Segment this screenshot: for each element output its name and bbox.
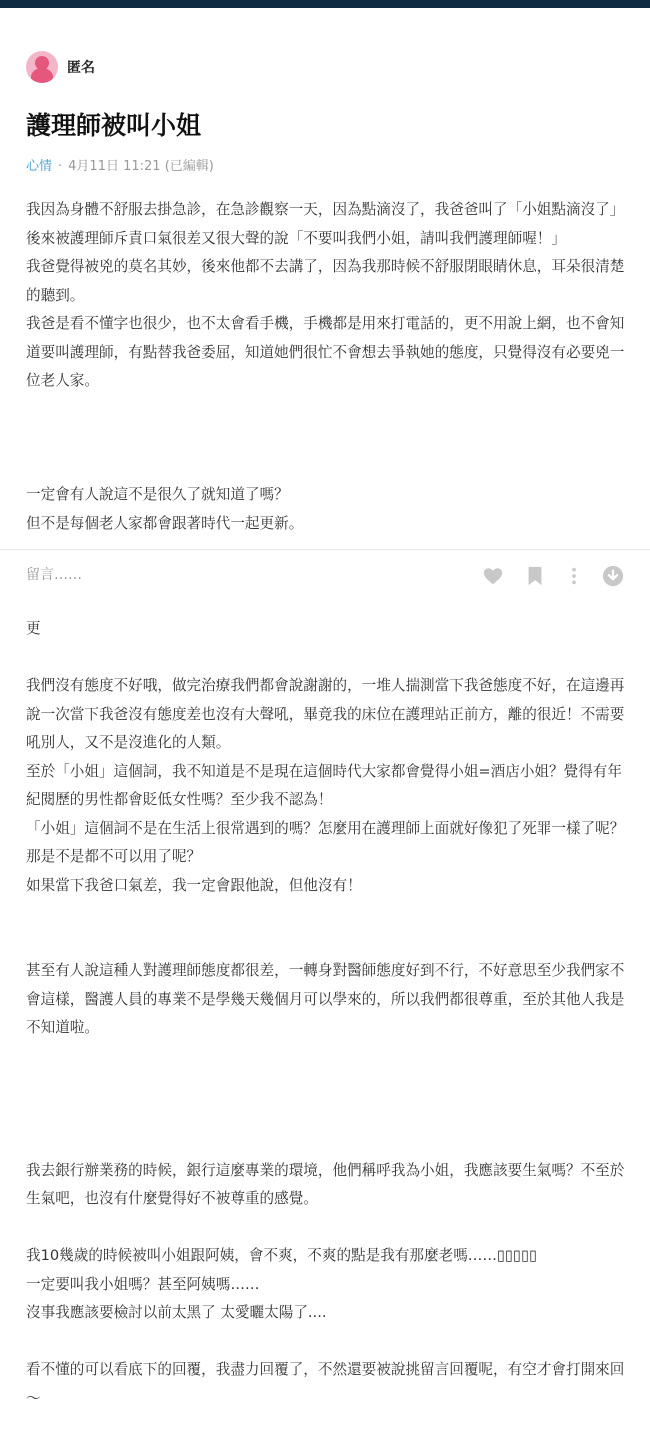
paragraph: 後來被護理師斥責口氣很差又很大聲的說「不要叫我們小姐，請叫我們護理師喔！」 xyxy=(26,229,566,247)
comment-input[interactable]: 留言…… xyxy=(26,567,82,583)
paragraph: 我爸是看不懂字也很少，也不太會看手機，手機都是用來打電話的，更不用說上網，也不會知道要叫護理師，有點替我爸委屈，知道她們很忙不會想去爭執她的態度，只覺得沒有必要兇一位老人家。 xyxy=(26,315,625,389)
board-link[interactable]: 心情 xyxy=(26,159,53,174)
paragraph xyxy=(26,929,636,958)
paragraph xyxy=(26,1328,636,1357)
paragraph: 我因為身體不舒服去掛急診，在急診觀察一天，因為點滴沒了，我爸爸叫了「小姐點滴沒了」 xyxy=(26,201,625,218)
paragraph xyxy=(26,396,636,425)
download-icon[interactable] xyxy=(602,565,624,587)
paragraph: 一定會有人說這不是很久了就知道了嗎？ xyxy=(26,486,289,503)
paragraph: 如果當下我爸口氣差，我一定會跟他說，但他沒有！ xyxy=(26,876,362,894)
paragraph: 至於「小姐」這個詞，我不知道是不是現在這個時代大家都會覺得小姐=酒店小姐？覺得有年紀閱歷的男性都會貶低女性嗎？至少我不認為！ xyxy=(26,762,622,808)
paragraph: 我去銀行辦業務的時候，銀行這麼專業的環境，他們稱呼我為小姐，我應該要生氣嗎？不至於生氣吧，也沒有什麼覺得好不被尊重的感覺。 xyxy=(26,1161,625,1207)
paragraph xyxy=(26,453,636,482)
post-meta xyxy=(26,156,214,178)
paragraph xyxy=(26,1214,636,1243)
paragraph xyxy=(26,424,636,453)
author-info xyxy=(26,51,95,83)
paragraph: 但不是每個老人家都會跟著時代一起更新。 xyxy=(26,514,304,532)
paragraph xyxy=(26,1071,636,1100)
meta-separator: · xyxy=(58,159,63,174)
top-bar xyxy=(0,0,650,8)
author-name: 匿名 xyxy=(67,60,95,76)
post-timestamp: 4月11日 11:21 (已編輯) xyxy=(68,159,214,174)
paragraph xyxy=(26,1043,636,1072)
paragraph xyxy=(26,644,636,673)
female-avatar-icon[interactable] xyxy=(26,51,58,83)
paragraph: 一定要叫我小姐嗎？甚至阿姨嗎…… xyxy=(26,1275,260,1293)
post-title: 護理師被叫小姐 xyxy=(26,111,202,140)
heart-icon[interactable] xyxy=(482,565,504,587)
comment-bar xyxy=(0,549,650,599)
paragraph: 看不懂的可以看底下的回覆，我盡力回覆了，不然還要被說挑留言回覆呢，有空才會打開來回～ xyxy=(26,1361,625,1407)
more-icon[interactable] xyxy=(563,565,585,587)
paragraph: 更 xyxy=(26,620,41,637)
update-body xyxy=(26,615,636,1413)
paragraph: 我們沒有態度不好哦，做完治療我們都會說謝謝的，一堆人揣測當下我爸態度不好，在這邊再說一次當下我爸沒有態度差也沒有大聲吼，畢竟我的床位在護理站正前方，離的很近！不需要吼別人，又不是沒進化的人類。 xyxy=(26,677,625,751)
paragraph: 那是不是都不可以用了呢？ xyxy=(26,848,202,865)
paragraph xyxy=(26,1128,636,1157)
bookmark-icon[interactable] xyxy=(524,565,546,587)
paragraph: 甚至有人說這種人對護理師態度都很差，一轉身對醫師態度好到不行，不好意思至少我們家不會這樣，醫護人員的專業不是學幾天幾個月可以學來的，所以我們都很尊重，至於其他人我是不知道啦。 xyxy=(26,962,625,1036)
paragraph: 我爸覺得被兇的莫名其妙，後來他都不去講了，因為我那時候不舒服閉眼睛休息，耳朵很清楚的聽到。 xyxy=(26,258,625,304)
paragraph xyxy=(26,900,636,929)
paragraph xyxy=(26,1100,636,1129)
paragraph: 「小姐」這個詞不是在生活上很常遇到的嗎？怎麼用在護理師上面就好像犯了死罪一樣了呢？ xyxy=(26,819,625,837)
paragraph: 我10幾歲的時候被叫小姐跟阿姨，會不爽，不爽的點是我有那麼老嗎……▯▯▯▯▯ xyxy=(26,1247,538,1264)
article-body xyxy=(26,196,636,538)
paragraph: 沒事我應該要檢討以前太黑了 太愛曬太陽了.... xyxy=(26,1304,327,1321)
content-fade xyxy=(0,536,650,550)
